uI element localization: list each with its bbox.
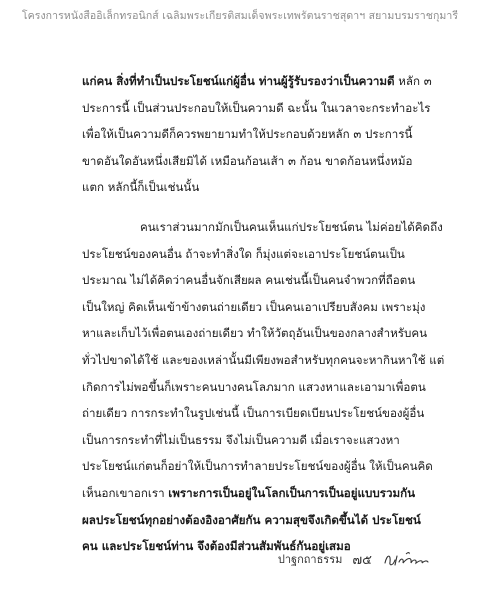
paragraph-2 xyxy=(82,214,445,560)
text-line: ประโยชน์แก่ตนก็อย่าให้เป็นการทำลายประโยชน์ของผู้อื่น ให้เป็นคนคิด xyxy=(82,459,433,474)
text-line: คนเราส่วนมากมักเป็นคนเห็นแก่ประโยชน์ตน ไม่ค่อยได้คิดถึง xyxy=(140,220,443,234)
text-line: คน และประโยชน์ท่าน จึงต้องมีส่วนสัมพันธ์กันอยู่เสมอ xyxy=(82,539,351,554)
text-line: ประมาณ ไม่ได้คิดว่าคนอื่นจักเสียผล คนเช่นนี้เป็นคนจำพวกที่ถือตน xyxy=(82,273,416,288)
text-line: ประโยชน์ของคนอื่น ถ้าจะทำสิ่งใด ก็มุ่งแต่จะเอาประโยชน์ตนเป็น xyxy=(82,246,405,261)
text-line: เพื่อให้เป็นความดีก็ควรพยายามทำให้ประกอบด้วยหลัก ๓ ประการนี้ xyxy=(82,127,413,142)
text-line: เกิดการไม่พอขึ้นก็เพราะคนบางคนโลภมาก แสวงหาและเอามาเพื่อตน xyxy=(82,379,426,394)
book-title: ปาฐกถาธรรม xyxy=(277,553,343,566)
text-span: เห็นอกเขาอกเรา xyxy=(82,485,169,500)
text-line: เป็นการกระทำที่ไม่เป็นธรรม จึงไม่เป็นความดี เมื่อเราจะแสวงหา xyxy=(82,432,400,447)
text-line: เป็นใหญ่ คิดเห็นเข้าข้างตนถ่ายเดียว เป็นคนเอาเปรียบสังคม เพราะมุ่ง xyxy=(82,299,426,314)
page-header: โครงการหนังสืออิเล็กทรอนิกส์ เฉลิมพระเกียรติสมเด็จพระเทพรัตนราชสุดาฯ สยามบรมราชกุมารี xyxy=(21,10,459,22)
bold-phrase: แก่คน สิ่งที่ทำเป็นประโยชน์แก่ผู้อื่น ท่านผู้รู้รับรองว่าเป็นความดี xyxy=(82,74,395,88)
text-line: แตก หลักนี้ก็เป็นเช่นนั้น xyxy=(82,180,200,195)
text-line xyxy=(82,480,414,507)
text-line: ทั่วไปขาดได้ใช้ และของเหล่านั้นมีเพียงพอสำหรับทุกคนจะหากินหาใช้ แต่ xyxy=(82,352,445,367)
text-line: หาและเก็บไว้เพื่อตนเองถ่ายเดียว ทำให้วัตถุอันเป็นของกลางสำหรับคน xyxy=(82,326,428,341)
paragraph-1 xyxy=(82,68,432,201)
bold-phrase: เพราะการเป็นอยู่ในโลกเป็นการเป็นอยู่แบบรวมกัน xyxy=(168,485,416,500)
text-line: ประการนี้ เป็นส่วนประกอบให้เป็นความดี ฉะนั้น ในเวลาจะกระทำอะไร xyxy=(82,100,431,115)
signature-icon xyxy=(382,548,430,570)
text-line: ถ่ายเดียว การกระทำในรูปเช่นนี้ เป็นการเบียดเบียนประโยชน์ของผู้อื่น xyxy=(82,406,425,421)
text-span: หลัก ๓ xyxy=(394,74,432,88)
text-line: ขาดอันใดอันหนึ่งเสียมิได้ เหมือนก้อนเส้า ๓ ก้อน ขาดก้อนหนึ่งหม้อ xyxy=(82,153,413,168)
page-footer xyxy=(278,548,430,570)
text-line xyxy=(82,68,432,95)
page-number: ๗๕ xyxy=(352,552,372,568)
text-line: ผลประโยชน์ทุกอย่างต้องอิงอาศัยกัน ความสุขจึงเกิดขึ้นได้ ประโยชน์ xyxy=(82,512,421,527)
